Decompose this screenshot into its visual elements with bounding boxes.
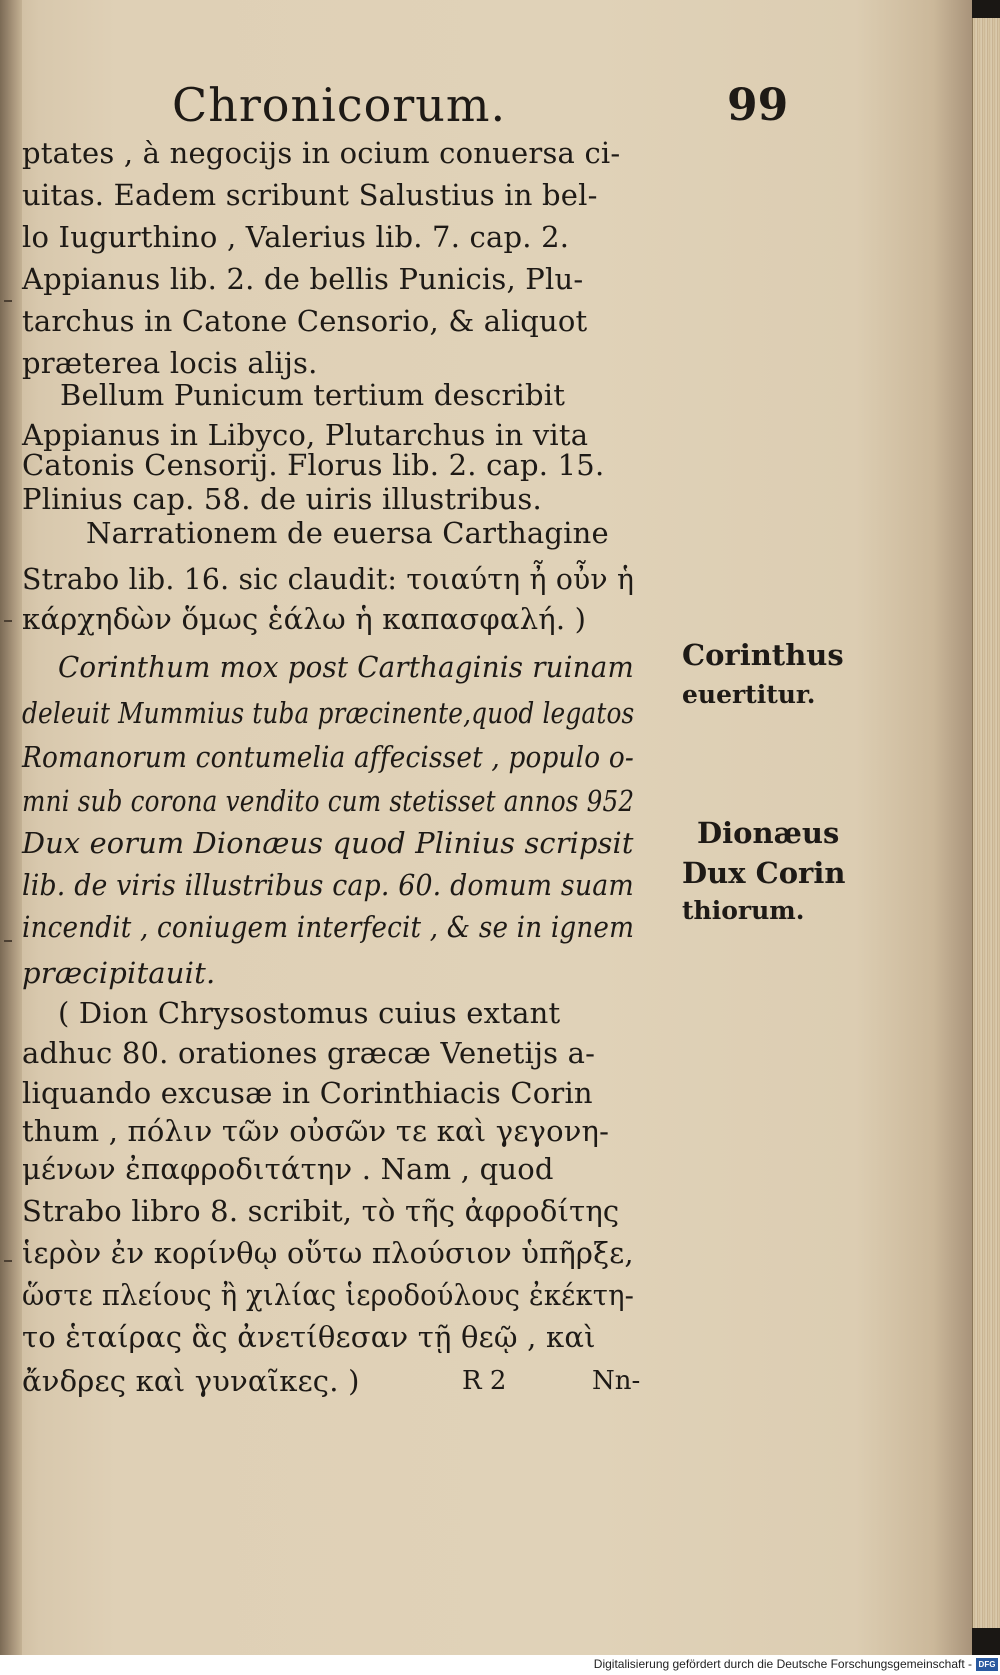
body-line: lib. de viris illustribus cap. 60. domum suam — [22, 868, 634, 902]
body-line: adhuc 80. orationes græcæ Venetijs a- — [22, 1036, 596, 1070]
signature-mark: R 2 — [462, 1366, 507, 1396]
body-line: Strabo lib. 16. sic claudit: τοιαύτη ἦ οὖν ἡ — [22, 562, 635, 596]
footer-bar — [0, 1655, 1000, 1675]
body-line: Appianus in Libyco, Plutarchus in vita — [22, 418, 589, 452]
margin-note-thiorum: thiorum. — [682, 896, 805, 925]
binding-stitch — [4, 1260, 12, 1262]
running-head: Chronicorum. — [172, 78, 507, 132]
body-line: Narrationem de euersa Carthagine — [86, 516, 609, 550]
binding-stitch — [4, 940, 12, 942]
body-line: incendit , coniugem interfecit , & se in ignem — [22, 910, 635, 944]
body-line: ( Dion Chrysostomus cuius extant — [58, 996, 561, 1030]
page-edges — [972, 18, 1000, 1628]
catchword: Nn- — [592, 1366, 641, 1396]
text-area — [22, 0, 972, 1655]
body-line: Appianus lib. 2. de bellis Punicis, Plu- — [22, 262, 584, 296]
page-number: 99 — [727, 80, 789, 131]
body-line: Romanorum contumelia affecisset , populo o- — [22, 740, 634, 774]
body-line: Catonis Censorij. Florus lib. 2. cap. 15. — [22, 448, 605, 482]
body-line: Dux eorum Dionæus quod Plinius scripsit — [22, 826, 634, 860]
body-line: deleuit Mummius tuba præcinente,quod legatos — [22, 696, 635, 730]
body-line: το ἑταίρας ἃς ἀνετίθεσαν τῇ θεῷ , καὶ — [22, 1320, 596, 1354]
body-line: Corinthum mox post Carthaginis ruinam — [58, 650, 634, 684]
margin-note-dionaeus: Dionæus — [697, 816, 840, 850]
margin-note-corinthus: Corinthus — [682, 638, 844, 672]
body-line: Strabo libro 8. scribit, τὸ τῆς ἀφροδίτης — [22, 1194, 620, 1228]
margin-note-euertitur: euertitur. — [682, 680, 816, 709]
binding-stitch — [4, 300, 12, 302]
body-line: præterea locis alijs. — [22, 346, 318, 380]
funding-credit: Digitalisierung gefördert durch die Deutsche Forschungsgemeinschaft - — [593, 1657, 972, 1671]
body-line: præcipitauit. — [22, 956, 216, 990]
body-line: thum , πόλιν τῶν οὐσῶν τε καὶ γεγονη- — [22, 1114, 610, 1148]
body-line: ptates , à negocijs in ocium conuersa ci- — [22, 136, 621, 170]
dfg-logo: DFG — [976, 1658, 998, 1671]
body-line: uitas. Eadem scribunt Salustius in bel- — [22, 178, 598, 212]
body-line: μένων ἐπαφροδιτάτην . Nam , quod — [22, 1152, 554, 1186]
body-line: lo Iugurthino , Valerius lib. 7. cap. 2. — [22, 220, 570, 254]
body-line: mni sub corona vendito cum stetisset annos 952 — [22, 784, 635, 818]
body-line: ἱερὸν ἐν κορίνθῳ οὕτω πλούσιον ὑπῆρξε, — [22, 1236, 634, 1270]
book-binding — [0, 0, 22, 1655]
body-line: liquando excusæ in Corinthiacis Corin — [22, 1076, 593, 1110]
body-line: Bellum Punicum tertium describit — [60, 378, 566, 412]
margin-note-dux-corin: Dux Corin — [682, 856, 846, 890]
body-line: ὥστε πλείους ἢ χιλίας ἱεροδούλους ἐκέκτη- — [22, 1278, 635, 1312]
body-line: ἄνδρες καὶ γυναῖκες. ) — [22, 1364, 360, 1398]
body-line: κάρχηδὼν ὅμως ἑάλω ἡ καπασφαλή. ) — [22, 602, 587, 636]
body-line: tarchus in Catone Censorio, & aliquot — [22, 304, 588, 338]
body-line: Plinius cap. 58. de uiris illustribus. — [22, 482, 542, 516]
binding-stitch — [4, 620, 12, 622]
